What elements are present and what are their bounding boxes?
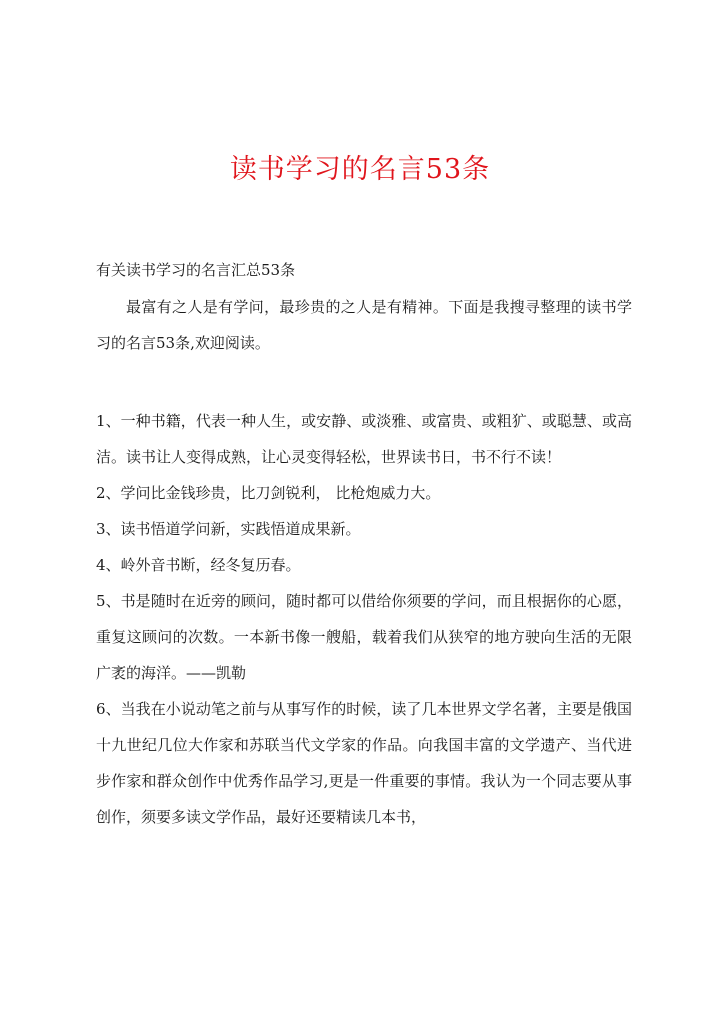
quote-item: 3、读书悟道学问新，实践悟道成果新。 [96,520,361,538]
intro-paragraph: 最富有之人是有学问，最珍贵的之人是有精神。下面是我搜寻整理的读书学习的名言53条,欢迎阅读。 [96,298,632,352]
document-title: 读书学习的名言53条 [229,154,491,185]
quote-item: 6、当我在小说动笔之前与从事写作的时候，读了几本世界文学名著，主要是俄国十九世纪几位大作家和苏联当代文学家的作品。向我国丰富的文学遗产、当代进步作家和群众创作中优秀作品学习,更是一件重要的事情。我认为一个同志要从事创作，须要多读文学作品，最好还要精读几本书， [96,700,632,826]
quote-item: 1、一种书籍，代表一种人生，或安静、或淡雅、或富贵、或粗犷、或聪慧、或高洁。读书让人变得成熟，让心灵变得轻松，世界读书日，书不行不读！ [96,412,632,466]
quote-item: 4、岭外音书断，经冬复历春。 [96,556,301,574]
quote-item: 2、学问比金钱珍贵，比刀剑锐利， 比枪炮威力大。 [96,484,441,502]
document-subtitle: 有关读书学习的名言汇总53条 [96,261,296,279]
quote-list [96,403,632,835]
quote-item: 5、书是随时在近旁的顾问，随时都可以借给你须要的学问，而且根据你的心愿，重复这顾问的次数。一本新书像一艘船，载着我们从狭窄的地方驶向生活的无限广袤的海洋。——凯勒 [96,592,632,682]
